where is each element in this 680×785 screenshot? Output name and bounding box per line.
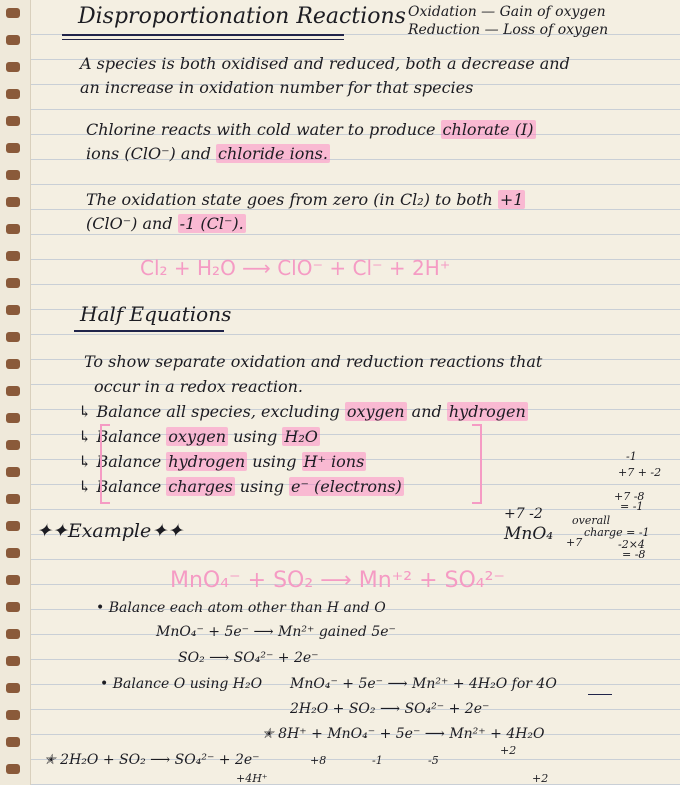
worked-eq-2: SO₂ ⟶ SO₄²⁻ + 2e⁻	[178, 650, 319, 666]
four-o-underline	[588, 694, 612, 695]
overall-label: overall	[572, 514, 611, 527]
definition-line-2: an increase in oxidation number for that species	[80, 78, 474, 97]
binding-ring	[6, 359, 20, 369]
reduction-note: Reduction — Loss of oxygen	[408, 22, 609, 38]
binding-ring	[6, 467, 20, 477]
step-row	[78, 427, 320, 446]
oxidation-state-line-2	[86, 214, 246, 233]
step-highlight: charges	[168, 477, 233, 496]
binding-ring	[6, 548, 20, 558]
arrow-icon: ↳	[78, 477, 92, 496]
step-text: and	[411, 402, 442, 421]
oxidation-state-line-1	[86, 190, 525, 209]
step-text: Balance	[96, 452, 162, 471]
charge-under: -1	[372, 754, 383, 767]
spiral-binding	[0, 0, 31, 785]
step-highlight: H₂O	[284, 427, 318, 446]
heading-underline	[74, 330, 224, 332]
binding-ring	[6, 494, 20, 504]
half-intro-1: To show separate oxidation and reduction reactions that	[84, 352, 543, 371]
chlorine-text: ions (ClO⁻) and	[86, 144, 211, 163]
binding-ring	[6, 62, 20, 72]
margin-value: -1	[626, 450, 637, 463]
title-underline	[62, 39, 344, 40]
oxidation-note: Oxidation — Gain of oxygen	[408, 4, 606, 20]
binding-ring	[6, 251, 20, 261]
margin-value: -2×4	[618, 538, 645, 551]
binding-ring	[6, 386, 20, 396]
worked-bullet-2: • Balance O using H₂O	[100, 676, 263, 692]
step-text: using	[233, 427, 278, 446]
binding-ring	[6, 737, 20, 747]
minus-one-highlight: -1 (Cl⁻).	[179, 214, 244, 233]
binding-ring	[6, 710, 20, 720]
chloride-highlight: chloride ions.	[218, 144, 328, 163]
binding-ring	[6, 440, 20, 450]
half-intro-2: occur in a redox reaction.	[94, 377, 304, 396]
binding-ring	[6, 575, 20, 585]
step-text: Balance all species, excluding	[96, 402, 340, 421]
disproportionation-equation: Cl₂ + H₂O ⟶ ClO⁻ + Cl⁻ + 2H⁺	[140, 256, 451, 280]
step-highlight: e⁻ (electrons)	[291, 477, 402, 496]
step-highlight: oxygen	[168, 427, 226, 446]
arrow-icon: ↳	[78, 402, 92, 421]
worked-eq-4: 2H₂O + SO₂ ⟶ SO₄²⁻ + 2e⁻	[290, 701, 490, 717]
binding-ring	[6, 764, 20, 774]
step-text: Balance	[96, 477, 162, 496]
arrow-icon: ↳	[78, 427, 92, 446]
steps-bracket-left	[100, 424, 110, 504]
binding-ring	[6, 521, 20, 531]
margin-value: +7	[566, 536, 583, 549]
charge-under: +8	[310, 754, 327, 767]
margin-value: = -8	[622, 548, 646, 561]
step-highlight: hydrogen	[448, 402, 526, 421]
step-text: Balance	[96, 427, 162, 446]
margin-value: +7 -8	[614, 490, 645, 503]
ox-state-text: The oxidation state goes from zero (in Cl₂) to both	[86, 190, 493, 209]
chlorine-text: Chlorine reacts with cold water to produce	[86, 120, 436, 139]
charge-under: +2	[500, 744, 517, 757]
step-text: using	[252, 452, 297, 471]
worked-eq-5: ✭ 8H⁺ + MnO₄⁻ + 5e⁻ ⟶ Mn²⁺ + 4H₂O	[262, 726, 545, 742]
ox-state-text: (ClO⁻) and	[86, 214, 173, 233]
half-equations-heading: Half Equations	[80, 302, 232, 326]
binding-ring	[6, 224, 20, 234]
arrow-icon: ↳	[78, 452, 92, 471]
binding-ring	[6, 8, 20, 18]
step-text: using	[239, 477, 284, 496]
plus-one-highlight: +1	[499, 190, 524, 209]
binding-ring	[6, 656, 20, 666]
binding-ring	[6, 143, 20, 153]
step-highlight: hydrogen	[168, 452, 246, 471]
step-highlight: oxygen	[346, 402, 405, 421]
permanganate-formula: MnO₄	[504, 524, 554, 544]
step-row	[78, 477, 404, 496]
worked-eq-1: MnO₄⁻ + 5e⁻ ⟶ Mn²⁺ gained 5e⁻	[156, 624, 396, 640]
title-underline	[62, 34, 344, 36]
charge-label: charge = -1	[584, 526, 650, 539]
binding-ring	[6, 305, 20, 315]
binding-ring	[6, 35, 20, 45]
binding-ring	[6, 197, 20, 207]
eq6-sub: +4H⁺	[236, 772, 268, 785]
total-charge: +2	[532, 772, 549, 785]
margin-value: +7 + -2	[618, 466, 662, 479]
binding-ring	[6, 629, 20, 639]
step-highlight: H⁺ ions	[303, 452, 365, 471]
binding-ring	[6, 413, 20, 423]
binding-ring	[6, 278, 20, 288]
example-equation: MnO₄⁻ + SO₂ ⟶ Mn⁺² + SO₄²⁻	[170, 568, 506, 593]
worked-eq-3: MnO₄⁻ + 5e⁻ ⟶ Mn²⁺ + 4H₂O for 4O	[290, 676, 557, 692]
charge-under: -5	[428, 754, 439, 767]
binding-ring	[6, 602, 20, 612]
worked-bullet-1: • Balance each atom other than H and O	[96, 600, 386, 616]
chlorine-line-1	[86, 120, 536, 139]
steps-bracket-right	[472, 424, 482, 504]
step-row	[78, 452, 366, 471]
step-row	[78, 402, 528, 421]
binding-ring	[6, 116, 20, 126]
example-heading: ✦✦Example✦✦	[36, 520, 184, 542]
margin-value: = -1	[620, 500, 644, 513]
binding-ring	[6, 332, 20, 342]
binding-ring	[6, 170, 20, 180]
oxidation-states: +7 -2	[504, 506, 543, 522]
binding-ring	[6, 683, 20, 693]
worked-eq-6: ✭ 2H₂O + SO₂ ⟶ SO₄²⁻ + 2e⁻	[44, 752, 260, 768]
chlorine-line-2	[86, 144, 330, 163]
binding-ring	[6, 89, 20, 99]
definition-line-1: A species is both oxidised and reduced, both a decrease and	[80, 54, 570, 73]
chlorate-highlight: chlorate (I)	[442, 120, 534, 139]
page-title: Disproportionation Reactions	[78, 4, 406, 29]
